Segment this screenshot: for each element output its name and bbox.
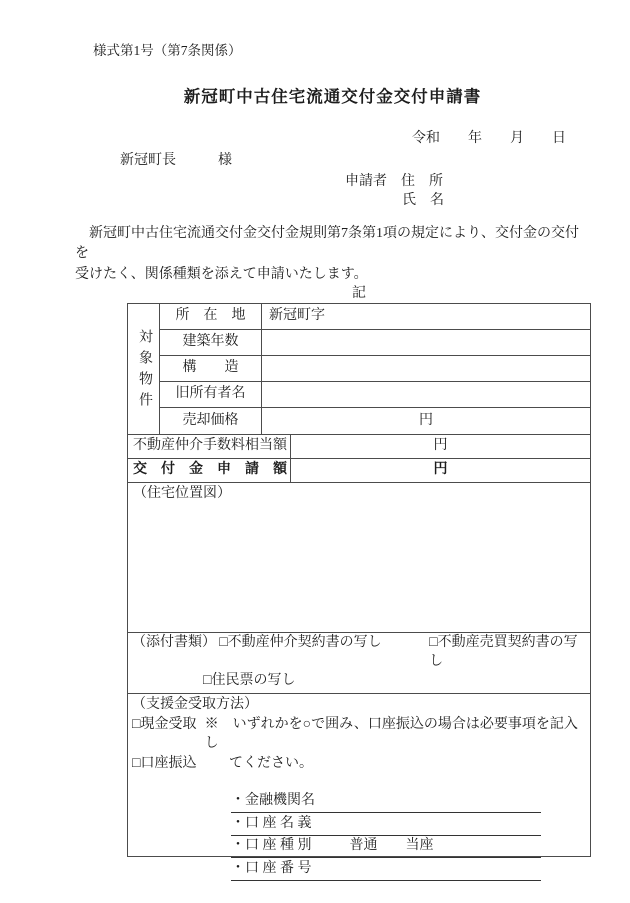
checkbox-residence-certificate-copy: □住民票の写し xyxy=(203,673,296,689)
attachments-label: （添付書類） xyxy=(132,635,216,651)
account-number-label: ・口 座 番 号 xyxy=(231,860,312,876)
account-holder-label: ・口 座 名 義 xyxy=(231,815,312,831)
property-section xyxy=(128,304,590,434)
property-label-sale-price: 売却価格 xyxy=(160,408,262,434)
payment-method-label: （支援金受取方法） xyxy=(132,697,258,712)
brokerage-fee-row xyxy=(128,435,590,458)
bank-account-block xyxy=(231,791,541,881)
payment-note-line-1: ※ いずれかを○で囲み、口座振込の場合は必要事項を記入し xyxy=(204,716,578,751)
checkbox-sales-contract-copy: □不動産売買契約書の写し xyxy=(429,635,578,670)
property-label-structure: 構 造 xyxy=(160,356,262,382)
applicant-address-line xyxy=(345,173,590,192)
applicant-block xyxy=(345,173,590,211)
addressee: 新冠町長 様 xyxy=(120,153,232,169)
form-number: 様式第1号（第7条関係） xyxy=(93,43,242,58)
application-table xyxy=(127,303,591,876)
property-group-label: 対象物件 xyxy=(128,304,160,434)
grant-amount-value: 円 xyxy=(433,462,448,478)
checkbox-bank-transfer: □口座振込 xyxy=(132,755,197,771)
payment-option-cash-line xyxy=(132,716,590,754)
grant-amount-row xyxy=(128,458,590,482)
body-line-2: 受けたく、関係種類を添えて申請いたします。 xyxy=(75,266,368,282)
date-line: 令和 年 月 日 xyxy=(412,131,566,147)
body-paragraph xyxy=(75,224,590,285)
brokerage-fee-value: 円 xyxy=(433,438,448,454)
account-number-field xyxy=(231,858,541,881)
house-map-section xyxy=(128,482,590,632)
attachments-section xyxy=(128,632,590,693)
bank-name-field xyxy=(231,791,541,814)
property-value-sale-price: 円 xyxy=(419,412,433,428)
payment-note-line-2: てください。 xyxy=(229,755,313,771)
document-title: 新冠町中古住宅流通交付金交付申請書 xyxy=(183,87,482,107)
account-type-label: ・口 座 種 別 xyxy=(231,838,312,854)
property-value-structure xyxy=(262,356,590,382)
checkbox-brokerage-contract-copy: □不動産仲介契約書の写し xyxy=(219,635,382,651)
property-label-age: 建築年数 xyxy=(160,330,262,356)
note-mark: 記 xyxy=(352,285,366,301)
payment-option-transfer-line xyxy=(132,755,590,774)
property-value-location: 新冠町字 xyxy=(262,304,590,330)
property-value-previous-owner xyxy=(262,382,590,408)
property-value-age xyxy=(262,330,590,356)
applicant-name-label: 氏 名 xyxy=(402,193,444,209)
attachments-line-1 xyxy=(132,634,590,672)
house-map-label: （住宅位置図） xyxy=(133,486,231,502)
applicant-address-label: 住 所 xyxy=(401,174,443,190)
checkbox-cash-receipt: □現金受取 xyxy=(132,716,197,732)
bank-name-label: ・金融機関名 xyxy=(231,793,315,809)
applicant-name-line xyxy=(402,192,590,211)
property-label-previous-owner: 旧所有者名 xyxy=(160,382,262,408)
account-type-options: 普通 当座 xyxy=(349,838,434,854)
grant-amount-label: 交 付 金 申 請 額 xyxy=(128,459,291,482)
account-type-field xyxy=(231,836,541,859)
account-holder-field xyxy=(231,813,541,836)
body-line-1: 新冠町中古住宅流通交付金交付金規則第7条第1項の規定により、交付金の交付を xyxy=(75,226,579,262)
attachments-line-2 xyxy=(203,672,590,691)
payment-method-section xyxy=(128,693,590,876)
property-label-location: 所 在 地 xyxy=(160,304,262,330)
amount-section xyxy=(128,434,590,482)
applicant-label: 申請者 xyxy=(345,174,387,190)
brokerage-fee-label: 不動産仲介手数料相当額 xyxy=(128,435,291,458)
